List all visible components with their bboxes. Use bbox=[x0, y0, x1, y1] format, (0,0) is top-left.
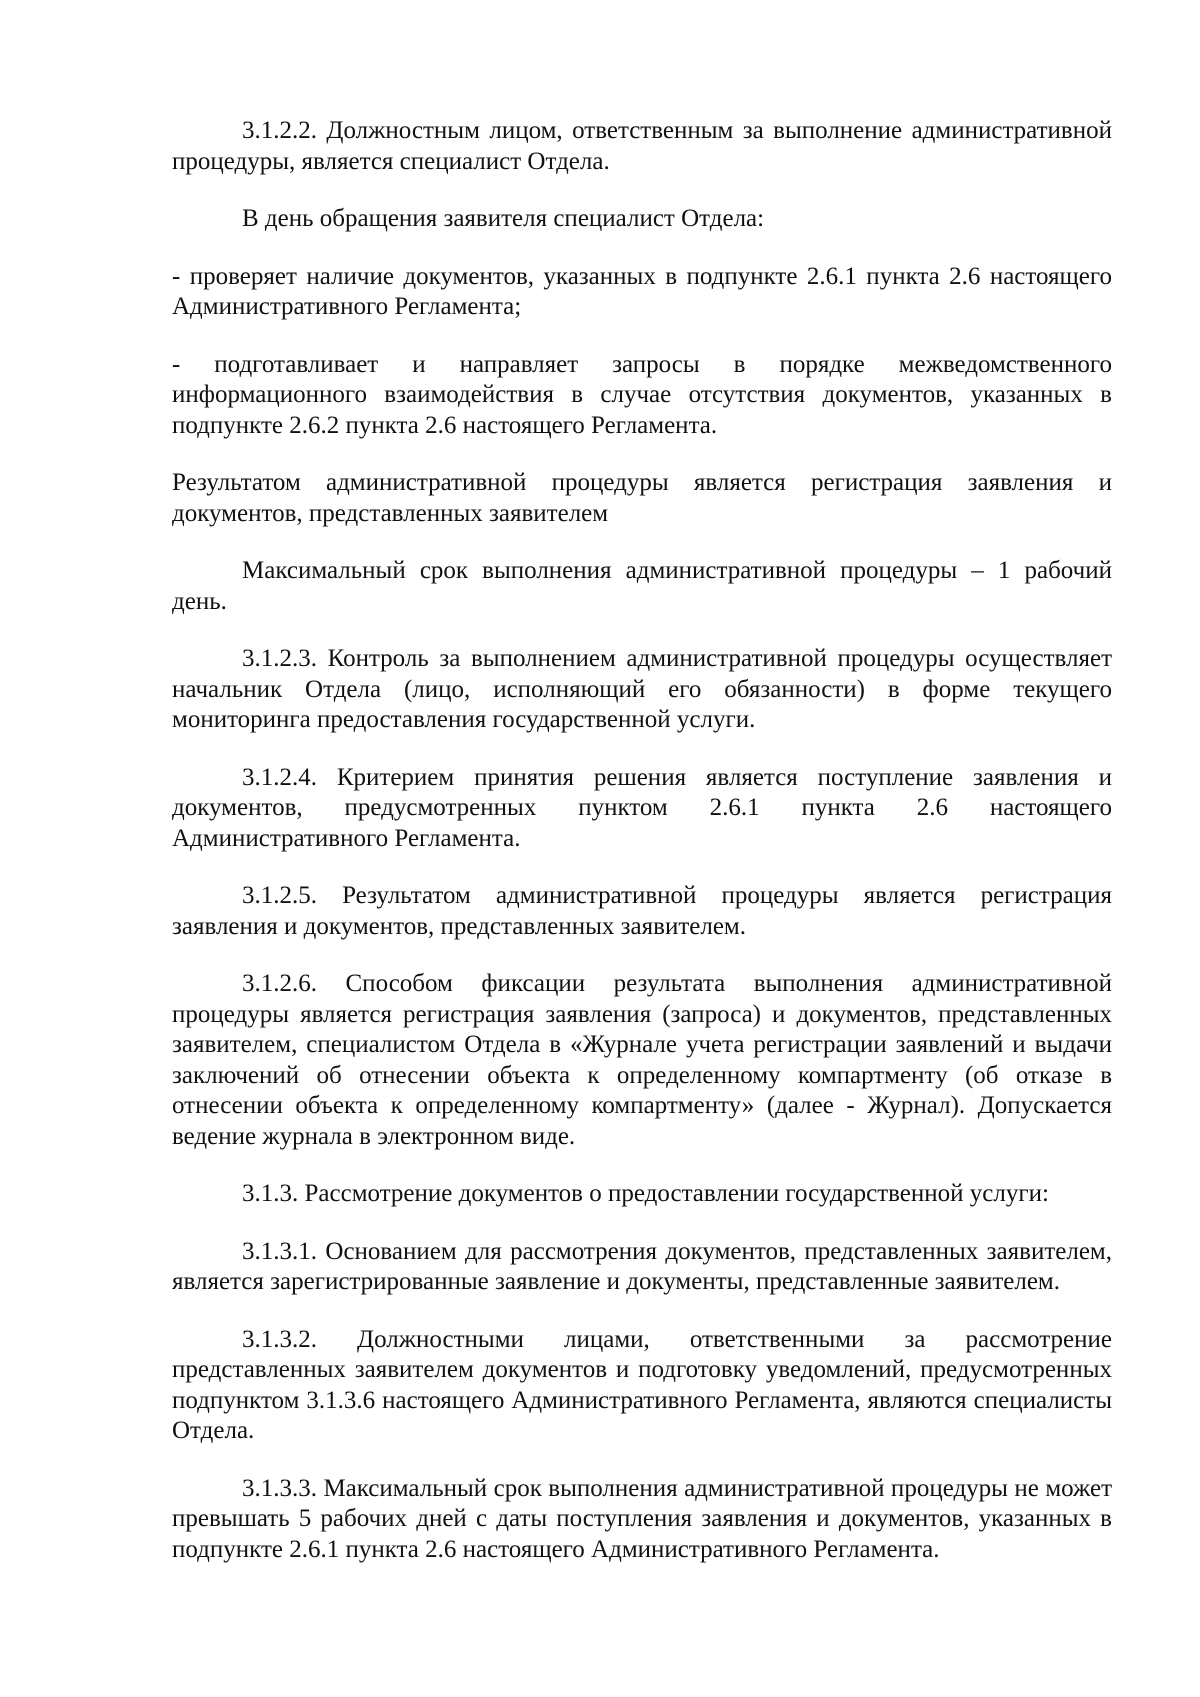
paragraph-3-1-2-3: 3.1.2.3. Контроль за выполнением административной процедуры осуществляет начальник Отдела (лицо, исполняющий его обязанности) в форме текущего мониторинга предоставления государственной услуги. bbox=[172, 645, 1112, 733]
paragraph-3-1-2-2: 3.1.2.2. Должностным лицом, ответственным за выполнение административной процедуры, является специалист Отдела. bbox=[172, 117, 1112, 175]
paragraph-3-1-3: 3.1.3. Рассмотрение документов о предоставлении государственной услуги: bbox=[242, 1180, 1049, 1207]
paragraph-3-1-2-5: 3.1.2.5. Результатом административной процедуры является регистрация заявления и документов, представленных заявителем. bbox=[172, 882, 1112, 940]
paragraph-3-1-2-6: 3.1.2.6. Способом фиксации результата выполнения административной процедуры является регистрация заявления (запроса) и документов, представленных заявителем, специалистом Отдела в «Журнале учета регистрации заявлений и выдачи заключений об отнесении объекта к определенному компартменту (об отказе в отнесении объекта к определенному компартменту» (далее - Журнал). Допускается ведение журнала в электронном виде. bbox=[172, 970, 1112, 1150]
paragraph-result: Результатом административной процедуры является регистрация заявления и документов, представленных заявителем bbox=[172, 469, 1112, 527]
paragraph-application-day: В день обращения заявителя специалист Отдела: bbox=[242, 205, 765, 232]
paragraph-3-1-3-2: 3.1.3.2. Должностными лицами, ответственными за рассмотрение представленных заявителем документов и подготовку уведомлений, предусмотренных подпунктом 3.1.3.6 настоящего Административного Регламента, являются специалисты Отдела. bbox=[172, 1325, 1112, 1444]
list-item-check-documents: - проверяет наличие документов, указанных в подпункте 2.6.1 пункта 2.6 настоящего Административного Регламента; bbox=[172, 262, 1112, 320]
paragraph-3-1-3-3: 3.1.3.3. Максимальный срок выполнения административной процедуры не может превышать 5 рабочих дней с даты поступления заявления и документов, указанных в подпункте 2.6.1 пункта 2.6 настоящего Административного Регламента. bbox=[172, 1474, 1112, 1563]
paragraph-3-1-3-1: 3.1.3.1. Основанием для рассмотрения документов, представленных заявителем, является зарегистрированные заявление и документы, представленные заявителем. bbox=[172, 1237, 1112, 1295]
paragraph-max-term: Максимальный срок выполнения административной процедуры – 1 рабочий день. bbox=[172, 557, 1112, 615]
document-body bbox=[172, 116, 1112, 1592]
paragraph-3-1-2-4: 3.1.2.4. Критерием принятия решения является поступление заявления и документов, предусмотренных пунктом 2.6.1 пункта 2.6 настоящего Административного Регламента. bbox=[172, 763, 1112, 852]
list-item-prepare-requests: - подготавливает и направляет запросы в порядке межведомственного информационного взаимодействия в случае отсутствия документов, указанных в подпункте 2.6.2 пункта 2.6 настоящего Регламента. bbox=[172, 350, 1112, 439]
